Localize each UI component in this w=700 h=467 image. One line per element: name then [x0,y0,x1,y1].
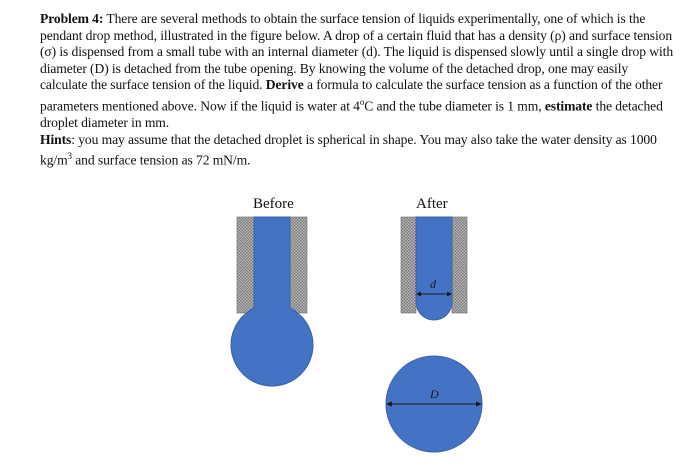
hints-text-2: and surface tension as 72 mN/m. [71,152,251,168]
degree-superscript: o [359,96,365,107]
before-pendant-drop [231,304,313,386]
problem-text-1: There are several methods to obtain the surface tension of liquids experimentally, one of which is the pendant drop method, illustrated in the figure below. A drop of a certain fluid that has a density (ρ) and surface tension (σ) is dispensed from a small tube with an internal diameter (d). The liquid is dispensed slowly until a single drop with diameter (D) is detached from the tube opening. By knowing the volume of the detached drop, one may easily calculate the surface tension of the liquid. [40,11,674,93]
derive-keyword: Derive [265,77,304,93]
after-tube-wall-left [401,217,416,313]
hints-label: Hints [40,131,72,147]
D-label: D [430,387,439,401]
before-label: Before [253,196,294,212]
before-neck-fill [255,300,289,312]
problem-text-4: the detached droplet diameter in mm. [40,98,663,131]
cube-superscript: 3 [67,151,72,162]
problem-text-3: C and the tube diameter is 1 mm, [364,98,545,114]
after-tube-wall-right [452,217,467,313]
problem-text-2: a formula to calculate the surface tension as a function of the other parameters mentioned above. Now if the liquid is water at 4 [40,77,663,114]
before-tube-wall-left [237,217,254,313]
hints-text-1: : you may assume that the detached droplet is spherical in shape. You may also take the water density as 1000 kg/m [40,131,657,168]
estimate-keyword: estimate [544,98,593,114]
problem-title: Problem 4: [40,11,104,26]
after-liquid-column [416,217,452,320]
d-label: d [430,277,436,291]
before-tube-wall-right [290,217,307,313]
after-label: After [416,196,448,212]
